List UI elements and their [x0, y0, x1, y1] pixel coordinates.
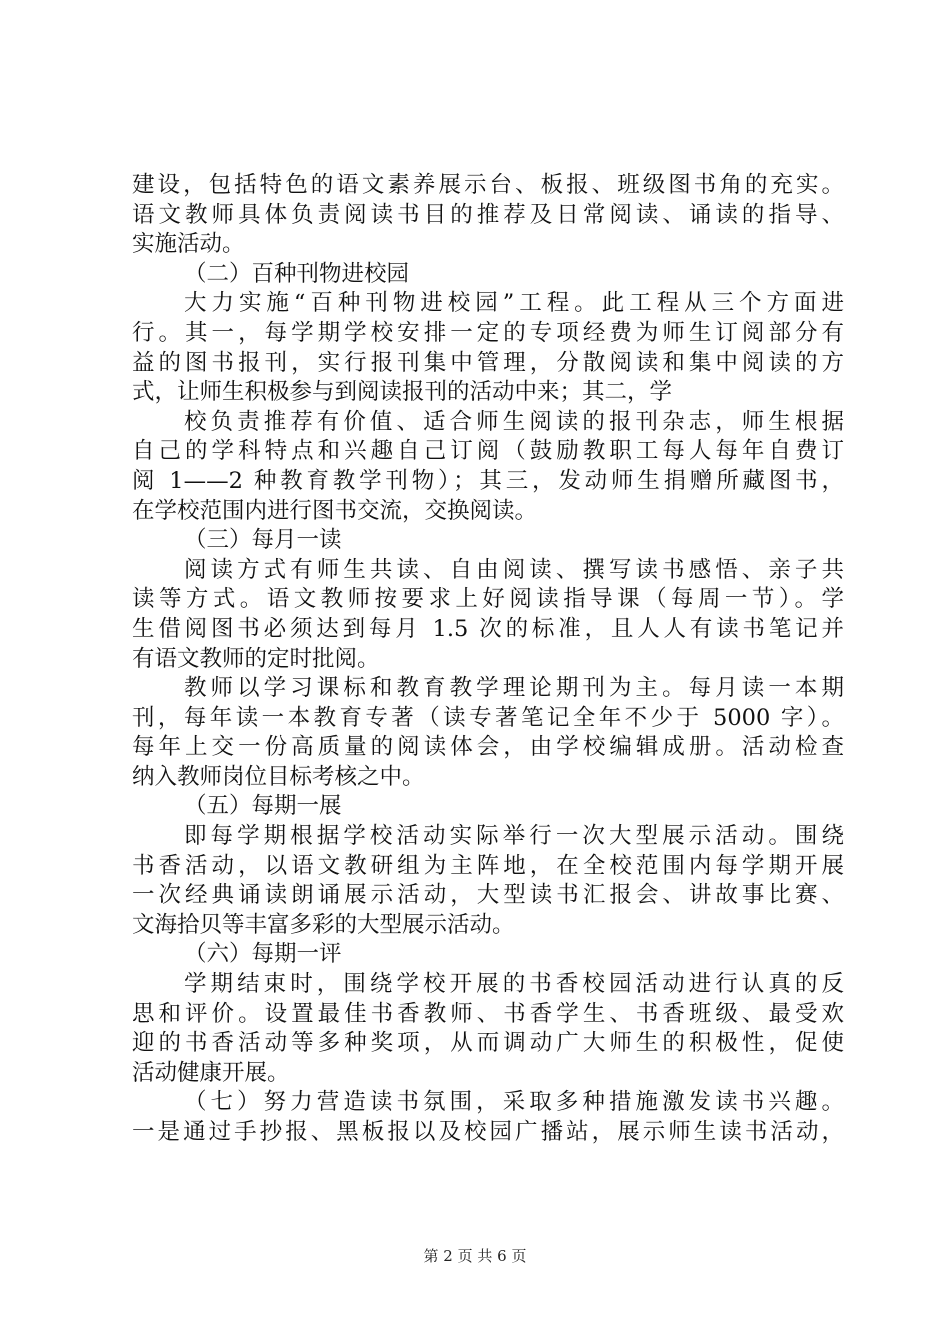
text-line: 迎的书香活动等多种奖项，从而调动广大师生的积极性，促使 [132, 1030, 844, 1057]
text-line: 每年上交一份高质量的阅读体会，由学校编辑成册。活动检查 [132, 734, 844, 761]
text-line: 学期结束时，围绕学校开展的书香校园活动进行认真的反 [184, 971, 844, 998]
text-line: 教师以学习课标和教育教学理论期刊为主。每月读一本期 [184, 675, 844, 702]
text-line: 阅 1——2 种教育教学刊物）；其三，发动师生捐赠所藏图书， [132, 467, 844, 494]
text-line: 语文教师具体负责阅读书目的推荐及日常阅读、诵读的指导、 [132, 201, 844, 228]
text-line: 式，让师生积极参与到阅读报刊的活动中来；其二，学 [132, 379, 673, 406]
text-line: 建设，包括特色的语文素养展示台、板报、班级图书角的充实。 [132, 172, 844, 198]
text-line: 自己的学科特点和兴趣自己订阅（鼓励教职工每人每年自费订 [132, 438, 844, 465]
text-line: 益的图书报刊，实行报刊集中管理，分散阅读和集中阅读的方 [132, 349, 844, 376]
text-line: 大力实施“百种刊物进校园”工程。此工程从三个方面进 [184, 290, 844, 317]
text-line: 一次经典诵读朗诵展示活动，大型读书汇报会、讲故事比赛、 [132, 882, 844, 909]
text-line: 读等方式。语文教师按要求上好阅读指导课（每周一节）。学 [132, 586, 844, 613]
text-line: 一是通过手抄报、黑板报以及校园广播站，展示师生读书活动， [132, 1119, 844, 1145]
text-line: 实施活动。 [132, 231, 245, 258]
text-line: （二）百种刊物进校园 [184, 260, 410, 287]
text-line: 在学校范围内进行图书交流，交换阅读。 [132, 497, 538, 524]
text-line: （五）每期一展 [184, 793, 342, 820]
text-line: 活动健康开展。 [132, 1059, 290, 1086]
text-line: 有语文教师的定时批阅。 [132, 645, 380, 672]
page-footer: 第 2 页 共 6 页 [423, 1247, 527, 1265]
text-line: （三）每月一读 [184, 527, 342, 554]
text-line: 行。其一，每学期学校安排一定的专项经费为师生订阅部分有 [132, 319, 844, 346]
text-line: 生借阅图书必须达到每月 1.5 次的标准，且人人有读书笔记并 [132, 615, 844, 642]
text-line: 刊，每年读一本教育专著（读专著笔记全年不少于 5000 字）。 [132, 704, 844, 731]
body-text [132, 171, 844, 1148]
text-line: 纳入教师岗位目标考核之中。 [132, 763, 425, 790]
text-line: （七）努力营造读书氛围，采取多种措施激发读书兴趣。 [184, 1089, 844, 1116]
text-line: 即每学期根据学校活动实际举行一次大型展示活动。围绕 [184, 823, 844, 850]
text-line: 书香活动，以语文教研组为主阵地，在全校范围内每学期开展 [132, 852, 844, 879]
text-line: 文海拾贝等丰富多彩的大型展示活动。 [132, 911, 515, 938]
text-line: 思和评价。设置最佳书香教师、书香学生、书香班级、最受欢 [132, 1000, 844, 1027]
text-line: （六）每期一评 [184, 941, 342, 968]
text-line: 阅读方式有师生共读、自由阅读、撰写读书感悟、亲子共 [184, 556, 844, 583]
text-line: 校负责推荐有价值、适合师生阅读的报刊杂志，师生根据 [184, 408, 844, 435]
